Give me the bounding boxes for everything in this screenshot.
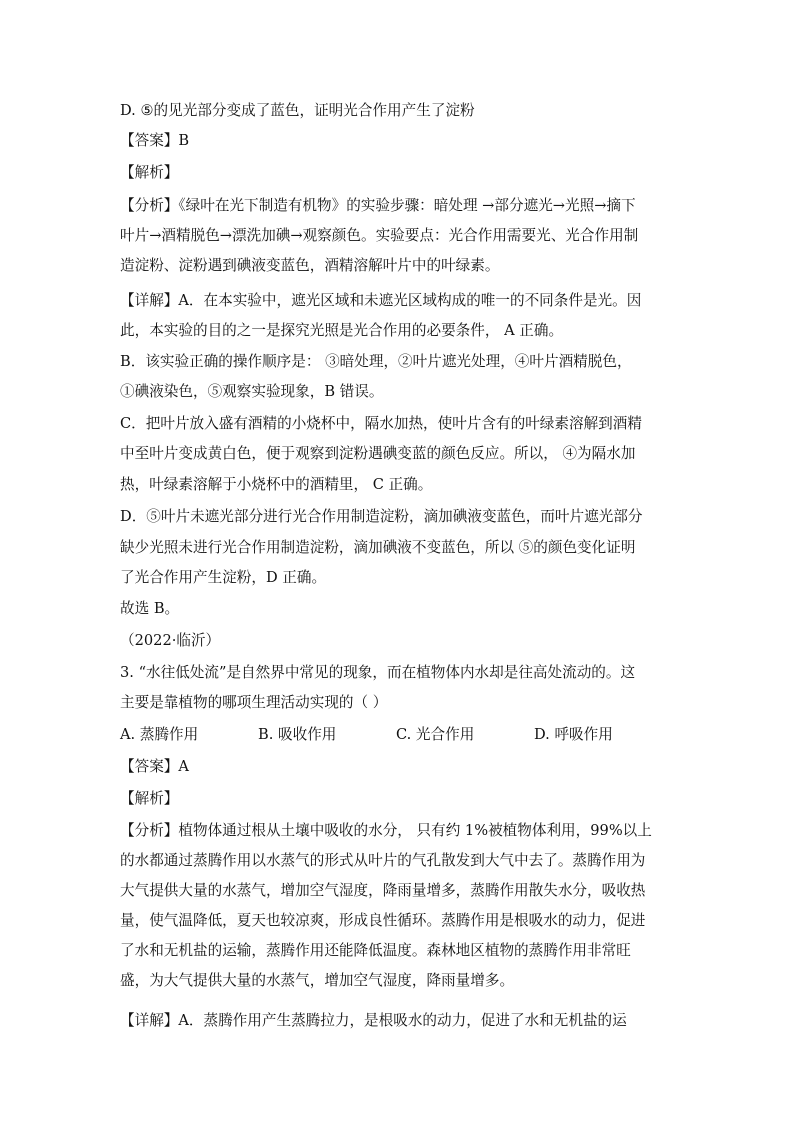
analysis-line: 大气提供大量的水蒸气，增加空气湿度，降雨量增多，蒸腾作用散失水分，吸收热 — [120, 882, 646, 899]
option-b: B. 吸收作用 — [258, 726, 337, 743]
analysis-line: 【分析】《绿叶在光下制造有机物》的实验步骤：暗处理 →部分遮光→光照→摘下 — [120, 197, 636, 214]
analysis-line: 的水都通过蒸腾作用以水蒸气的形式从叶片的气孔散发到大气中去了。蒸腾作用为 — [120, 852, 646, 869]
answer-label: 【答案】B — [120, 132, 190, 149]
analysis-heading: 【解析】 — [120, 790, 179, 807]
detail-line: 【详解】A．在本实验中，遮光区域和未遮光区域构成的唯一的不同条件是光。因 — [120, 292, 642, 309]
detail-line: B．该实验正确的操作顺序是： ③暗处理，②叶片遮光处理，④叶片酒精脱色， — [120, 353, 632, 370]
detail-line: 热，叶绿素溶解于小烧杯中的酒精里， C 正确。 — [120, 476, 433, 493]
analysis-line: 叶片→酒精脱色→漂洗加碘→观察颜色。实验要点：光合作用需要光、光合作用制 — [120, 227, 639, 244]
conclusion-line: 故选 B。 — [120, 600, 180, 617]
answer-label: 【答案】A — [120, 758, 189, 775]
source-tag: （2022·临沂） — [120, 632, 221, 649]
option-c: C. 光合作用 — [396, 726, 475, 743]
detail-line: 中至叶片变成黄白色，便于观察到淀粉遇碘变蓝的颜色反应。所以， ④为隔水加 — [120, 445, 636, 462]
question-line: 3. “水往低处流”是自然界中常见的现象，而在植物体内水却是往高处流动的。这 — [120, 664, 636, 681]
detail-line: D．⑤叶片未遮光部分进行光合作用制造淀粉，滴加碘液变蓝色，而叶片遮光部分 — [120, 508, 643, 525]
detail-line: 此，本实验的目的之一是探究光照是光合作用的必要条件， A 正确。 — [120, 322, 564, 339]
detail-line: 缺少光照未进行光合作用制造淀粉，滴加碘液不变蓝色，所以 ⑤的颜色变化证明 — [120, 539, 636, 556]
detail-line: 【详解】A．蒸腾作用产生蒸腾拉力，是根吸水的动力，促进了水和无机盐的运 — [120, 1012, 627, 1029]
analysis-line: 量，使气温降低，夏天也较凉爽，形成良性循环。蒸腾作用是根吸水的动力，促进 — [120, 912, 646, 929]
option-a: A. 蒸腾作用 — [120, 726, 199, 743]
analysis-line: 了水和无机盐的运输，蒸腾作用还能降低温度。森林地区植物的蒸腾作用非常旺 — [120, 942, 631, 959]
detail-line: C．把叶片放入盛有酒精的小烧杯中，隔水加热，使叶片含有的叶绿素溶解到酒精 — [120, 415, 642, 432]
analysis-line: 盛，为大气提供大量的水蒸气，增加空气湿度，降雨量增多。 — [120, 972, 515, 989]
analysis-line: 造淀粉、淀粉遇到碘液变蓝色，酒精溶解叶片中的叶绿素。 — [120, 257, 500, 274]
option-d-prev: D. ⑤的见光部分变成了蓝色，证明光合作用产生了淀粉 — [120, 102, 475, 119]
question-line: 主要是靠植物的哪项生理活动实现的（ ） — [120, 694, 388, 711]
answer-options — [120, 725, 680, 745]
detail-line: ①碘液染色，⑤观察实验现象，B 错误。 — [120, 383, 384, 400]
option-d: D. 呼吸作用 — [534, 726, 613, 743]
analysis-heading: 【解析】 — [120, 164, 179, 181]
detail-line: 了光合作用产生淀粉，D 正确。 — [120, 569, 327, 586]
analysis-line: 【分析】植物体通过根从土壤中吸收的水分， 只有约 1%被植物体利用，99%以上 — [120, 822, 652, 839]
